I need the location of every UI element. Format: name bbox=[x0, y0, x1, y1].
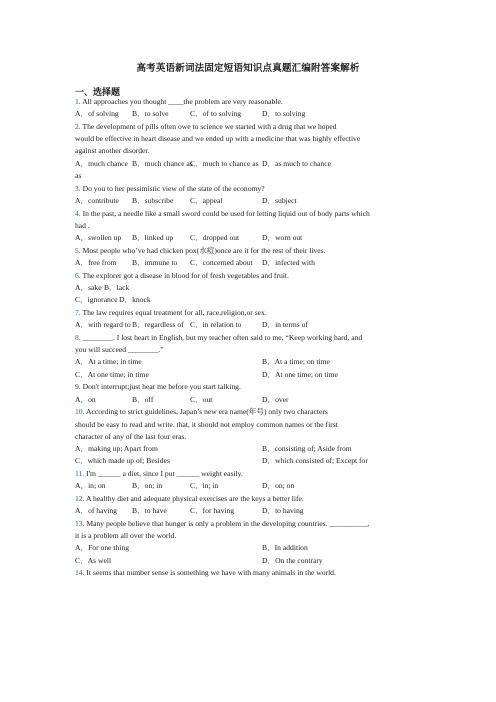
answer-option[interactable]: A．with regard to bbox=[75, 320, 131, 330]
question-stem bbox=[75, 271, 289, 281]
answer-option[interactable]: B．to have bbox=[132, 506, 167, 516]
question-number: 10. bbox=[75, 407, 86, 417]
answer-option[interactable]: C．appeal bbox=[190, 195, 223, 205]
question-text: ________. I lost heart in English, but my teacher often said to me, “Keep working hard, and bbox=[82, 333, 363, 342]
answer-option[interactable]: A．in; on bbox=[75, 481, 106, 491]
answer-option[interactable]: D．infected with bbox=[262, 258, 315, 267]
question-text: The development of pills often owe to science we started with a drug that we hoped bbox=[82, 122, 337, 131]
question-number: 14. bbox=[75, 568, 87, 578]
question-text: Most people who’ve had chicken pox(水痘)once are it for the rest of their lives. bbox=[82, 245, 326, 255]
answer-option[interactable]: B．to solve bbox=[132, 109, 169, 119]
answer-option[interactable]: C．in relation to bbox=[190, 320, 242, 330]
question-text: Don't interrupt;just hear me before you start talking. bbox=[82, 382, 241, 392]
answer-option[interactable]: A．of solving bbox=[75, 109, 119, 119]
question-text: In the past, a needle like a small sword could be used for letting liquid out of body parts which bbox=[82, 208, 370, 218]
answer-option[interactable]: B．In addition bbox=[262, 543, 308, 553]
answer-option[interactable]: A．of having bbox=[75, 506, 117, 516]
answer-option[interactable]: A．For one thing bbox=[75, 543, 129, 553]
answer-option[interactable]: D．to solving bbox=[262, 109, 306, 119]
question-text: against another disorder. bbox=[75, 146, 150, 156]
question-stem bbox=[75, 122, 337, 132]
answer-option[interactable]: A．on bbox=[75, 394, 96, 404]
answer-option[interactable]: D．worn out bbox=[262, 233, 303, 242]
question-stem bbox=[75, 519, 369, 529]
answer-option[interactable]: C．of to solving bbox=[190, 109, 242, 119]
answer-option[interactable]: A．sake bbox=[75, 283, 102, 292]
answer-option[interactable]: B．off bbox=[132, 394, 154, 404]
answer-option[interactable]: B．lack bbox=[104, 283, 130, 292]
question-stem bbox=[75, 469, 243, 479]
question-text: According to strict guidelines, Japan’s new era name(年号) only two characters bbox=[85, 407, 328, 417]
question-text: A healthy diet and adequate physical exercises are the keys a better life. bbox=[85, 494, 304, 503]
answer-option[interactable]: C．for having bbox=[190, 506, 235, 516]
question-text: The explorer got a disease in blood for of fresh vegetables and fruit. bbox=[82, 270, 289, 280]
question-text: The law requires equal treatment for all, race,religion,or sex. bbox=[82, 308, 267, 317]
answer-option[interactable]: B．consisting of; Aside from bbox=[262, 444, 352, 453]
answer-option[interactable]: A．making up; Apart from bbox=[75, 444, 158, 453]
page-title: 高考英语新词法固定短语知识点真题汇编附答案解析 bbox=[136, 64, 360, 74]
question-stem-cont bbox=[75, 345, 164, 355]
answer-option[interactable]: D．in terms of bbox=[262, 320, 308, 330]
answer-option[interactable]: A．free from bbox=[75, 258, 117, 267]
question-text: It seems that number sense is something we have with many animals in the world. bbox=[86, 568, 336, 578]
question-number: 4. bbox=[75, 208, 83, 218]
answer-option[interactable]: C．which made up of; Besides bbox=[75, 456, 170, 466]
question-stem-cont bbox=[75, 146, 149, 156]
answer-option[interactable]: C．dropped out bbox=[190, 233, 240, 242]
question-number: 11. bbox=[75, 469, 87, 478]
question-number: 13. bbox=[75, 519, 87, 528]
question-stem-cont bbox=[75, 420, 338, 430]
question-text: character of any of the last four eras. bbox=[75, 431, 187, 441]
answer-option[interactable]: A．contribute bbox=[75, 195, 119, 205]
answer-option[interactable]: B．much chance as bbox=[132, 158, 193, 168]
question-stem bbox=[75, 494, 304, 504]
answer-option[interactable]: B．At a time; on time bbox=[262, 357, 330, 367]
question-number: 1. bbox=[75, 97, 83, 106]
answer-option[interactable]: D．At one time; on time bbox=[262, 369, 338, 379]
answer-option[interactable]: C．out bbox=[190, 394, 213, 404]
answer-option[interactable]: D．as much to chance bbox=[262, 158, 331, 168]
answer-option[interactable]: A．At a time; in time bbox=[75, 357, 142, 367]
question-stem-cont bbox=[75, 221, 90, 231]
question-stem bbox=[75, 308, 267, 318]
answer-option[interactable]: C．concerned about bbox=[190, 258, 253, 267]
question-text: should be easy to read and write. that, it should not employ common names or the first bbox=[75, 419, 338, 429]
question-text: would be effective in heart disease and we ended up with a medicine that was highly effective bbox=[75, 134, 361, 144]
answer-option-wrap: as bbox=[75, 170, 82, 180]
question-stem bbox=[75, 333, 362, 343]
question-text: Do you to her pessimistic view of the state of the economy? bbox=[82, 183, 265, 193]
question-number: 5. bbox=[75, 245, 83, 255]
question-number: 3. bbox=[75, 183, 83, 193]
question-text: you will succeed ________.” bbox=[75, 345, 164, 355]
question-number: 9. bbox=[75, 382, 83, 392]
answer-option[interactable]: C．At one time; in time bbox=[75, 369, 149, 379]
answer-option[interactable]: B．regardless of bbox=[132, 320, 184, 330]
question-stem bbox=[75, 382, 241, 392]
answer-option[interactable]: D．knock bbox=[119, 295, 151, 305]
question-stem-cont bbox=[75, 531, 176, 541]
question-text: I'm ______ a diet, since I put ______ weight easily. bbox=[86, 469, 243, 478]
answer-option[interactable]: C．in; in bbox=[190, 481, 219, 491]
question-stem bbox=[75, 184, 265, 194]
answer-option[interactable]: B．immune to bbox=[132, 258, 178, 267]
question-text: Many people believe that hunger is only a problem in the developing countries. __________, bbox=[86, 519, 370, 528]
question-stem bbox=[75, 568, 336, 578]
question-stem bbox=[75, 209, 370, 219]
answer-option[interactable]: D．On the contrary bbox=[262, 555, 323, 565]
answer-option[interactable]: D．over bbox=[262, 394, 289, 404]
answer-option[interactable]: A．much chance bbox=[75, 158, 128, 168]
section-heading: 一、选择题 bbox=[75, 87, 121, 97]
answer-option[interactable]: D．which consisted of; Except for bbox=[262, 456, 368, 466]
question-text: had . bbox=[75, 220, 90, 230]
answer-option[interactable]: D．to having bbox=[262, 506, 304, 516]
question-text: it is a problem all over the world. bbox=[75, 531, 177, 541]
question-stem-cont bbox=[75, 432, 186, 442]
question-stem-cont bbox=[75, 134, 360, 144]
question-number: 6. bbox=[75, 270, 83, 280]
answer-option[interactable]: B．linked up bbox=[132, 233, 174, 242]
question-number: 8. bbox=[75, 333, 83, 342]
question-number: 2. bbox=[75, 122, 83, 131]
answer-option[interactable]: D．on; on bbox=[262, 481, 295, 491]
question-number: 12. bbox=[75, 494, 86, 503]
answer-option[interactable]: C．much to chance as bbox=[190, 158, 259, 168]
question-stem bbox=[75, 246, 326, 256]
answer-option[interactable]: C．As well bbox=[75, 555, 112, 565]
question-stem bbox=[75, 97, 283, 107]
answer-option[interactable]: A．swollen up bbox=[75, 233, 122, 242]
answer-option[interactable]: C．ignorance bbox=[75, 295, 118, 305]
answer-option[interactable]: B．subscribe bbox=[132, 195, 174, 205]
question-stem bbox=[75, 407, 328, 417]
answer-option[interactable]: B．on; in bbox=[132, 481, 163, 491]
question-text: All approaches you thought ____the problem are very reasonable. bbox=[82, 97, 283, 106]
question-number: 7. bbox=[75, 308, 83, 317]
answer-option[interactable]: D．subject bbox=[262, 195, 297, 205]
